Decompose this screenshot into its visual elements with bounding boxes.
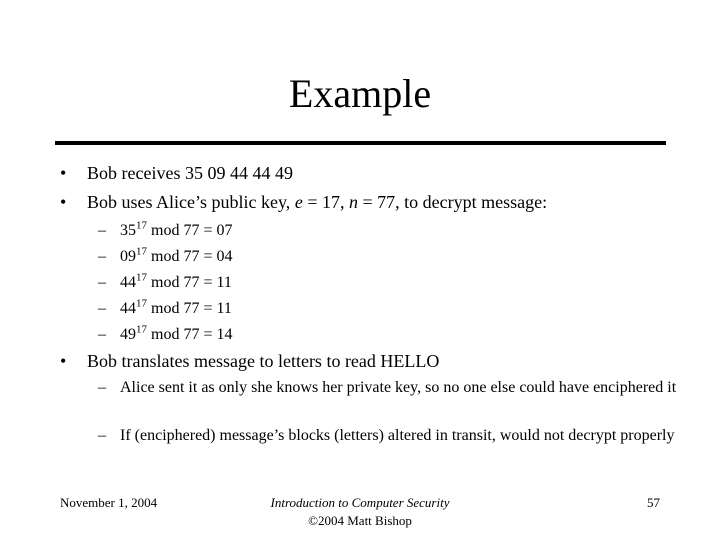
computation-result: mod 77 = 11	[147, 274, 232, 291]
computation-row	[98, 297, 232, 319]
computation-row	[98, 323, 233, 345]
computation-result: mod 77 = 11	[147, 300, 232, 317]
computation-result: mod 77 = 04	[147, 248, 233, 265]
bullet-2-text	[87, 191, 547, 213]
computation-base: 49	[120, 326, 136, 343]
bullet-1-text: Bob receives 35 09 44 44 49	[87, 163, 293, 183]
footer-date: November 1, 2004	[60, 495, 158, 510]
computation-text	[120, 325, 232, 345]
computation-base: 09	[120, 248, 136, 265]
dash-symbol: –	[98, 222, 106, 239]
footer-course: Introduction to Computer Security	[270, 495, 450, 510]
computation-result: mod 77 = 07	[147, 222, 233, 239]
computation-exponent: 17	[136, 271, 147, 284]
computation-text	[120, 247, 232, 267]
page-number: 57	[647, 495, 660, 510]
computation-text	[120, 273, 232, 293]
bullet-symbol: •	[60, 163, 67, 183]
computation-row	[98, 245, 233, 267]
dash-symbol: –	[98, 427, 106, 444]
computation-text	[120, 221, 232, 241]
computation-exponent: 17	[136, 297, 147, 310]
dash-symbol: –	[98, 326, 106, 343]
computation-exponent: 17	[136, 323, 147, 336]
slide-title: Example	[288, 71, 432, 116]
bullet-symbol: •	[60, 351, 67, 371]
computation-base: 44	[120, 300, 136, 317]
sub-point-text: If (enciphered) message’s blocks (letters) altered in transit, would not decrypt properly	[120, 427, 675, 444]
bullet-3-text: Bob translates message to letters to read HELLO	[87, 351, 440, 371]
bullet-symbol: •	[60, 192, 67, 212]
footer-copyright: ©2004 Matt Bishop	[308, 513, 412, 528]
variable-e: e	[294, 192, 303, 212]
computation-base: 44	[120, 274, 136, 291]
sub-point-text: Alice sent it as only she knows her private key, so no one else could have enciphered it	[120, 379, 677, 396]
computation-row	[98, 219, 233, 241]
dash-symbol: –	[98, 274, 106, 291]
computation-base: 35	[120, 222, 136, 239]
computation-exponent: 17	[136, 245, 147, 258]
variable-n: n	[348, 192, 358, 212]
computation-row	[98, 271, 232, 293]
sub-point	[98, 378, 677, 398]
bullet-2-mid1: = 17,	[302, 192, 349, 212]
dash-symbol: –	[98, 379, 106, 396]
dash-symbol: –	[98, 300, 106, 317]
title-underline	[55, 141, 666, 145]
sub-point	[98, 426, 675, 446]
computation-result: mod 77 = 14	[147, 326, 233, 343]
dash-symbol: –	[98, 248, 106, 265]
computation-text	[120, 299, 232, 319]
bullet-2-prefix: Bob uses Alice’s public key,	[87, 192, 295, 212]
bullet-2-mid2: = 77, to decrypt message:	[357, 192, 548, 212]
computation-exponent: 17	[136, 219, 147, 232]
